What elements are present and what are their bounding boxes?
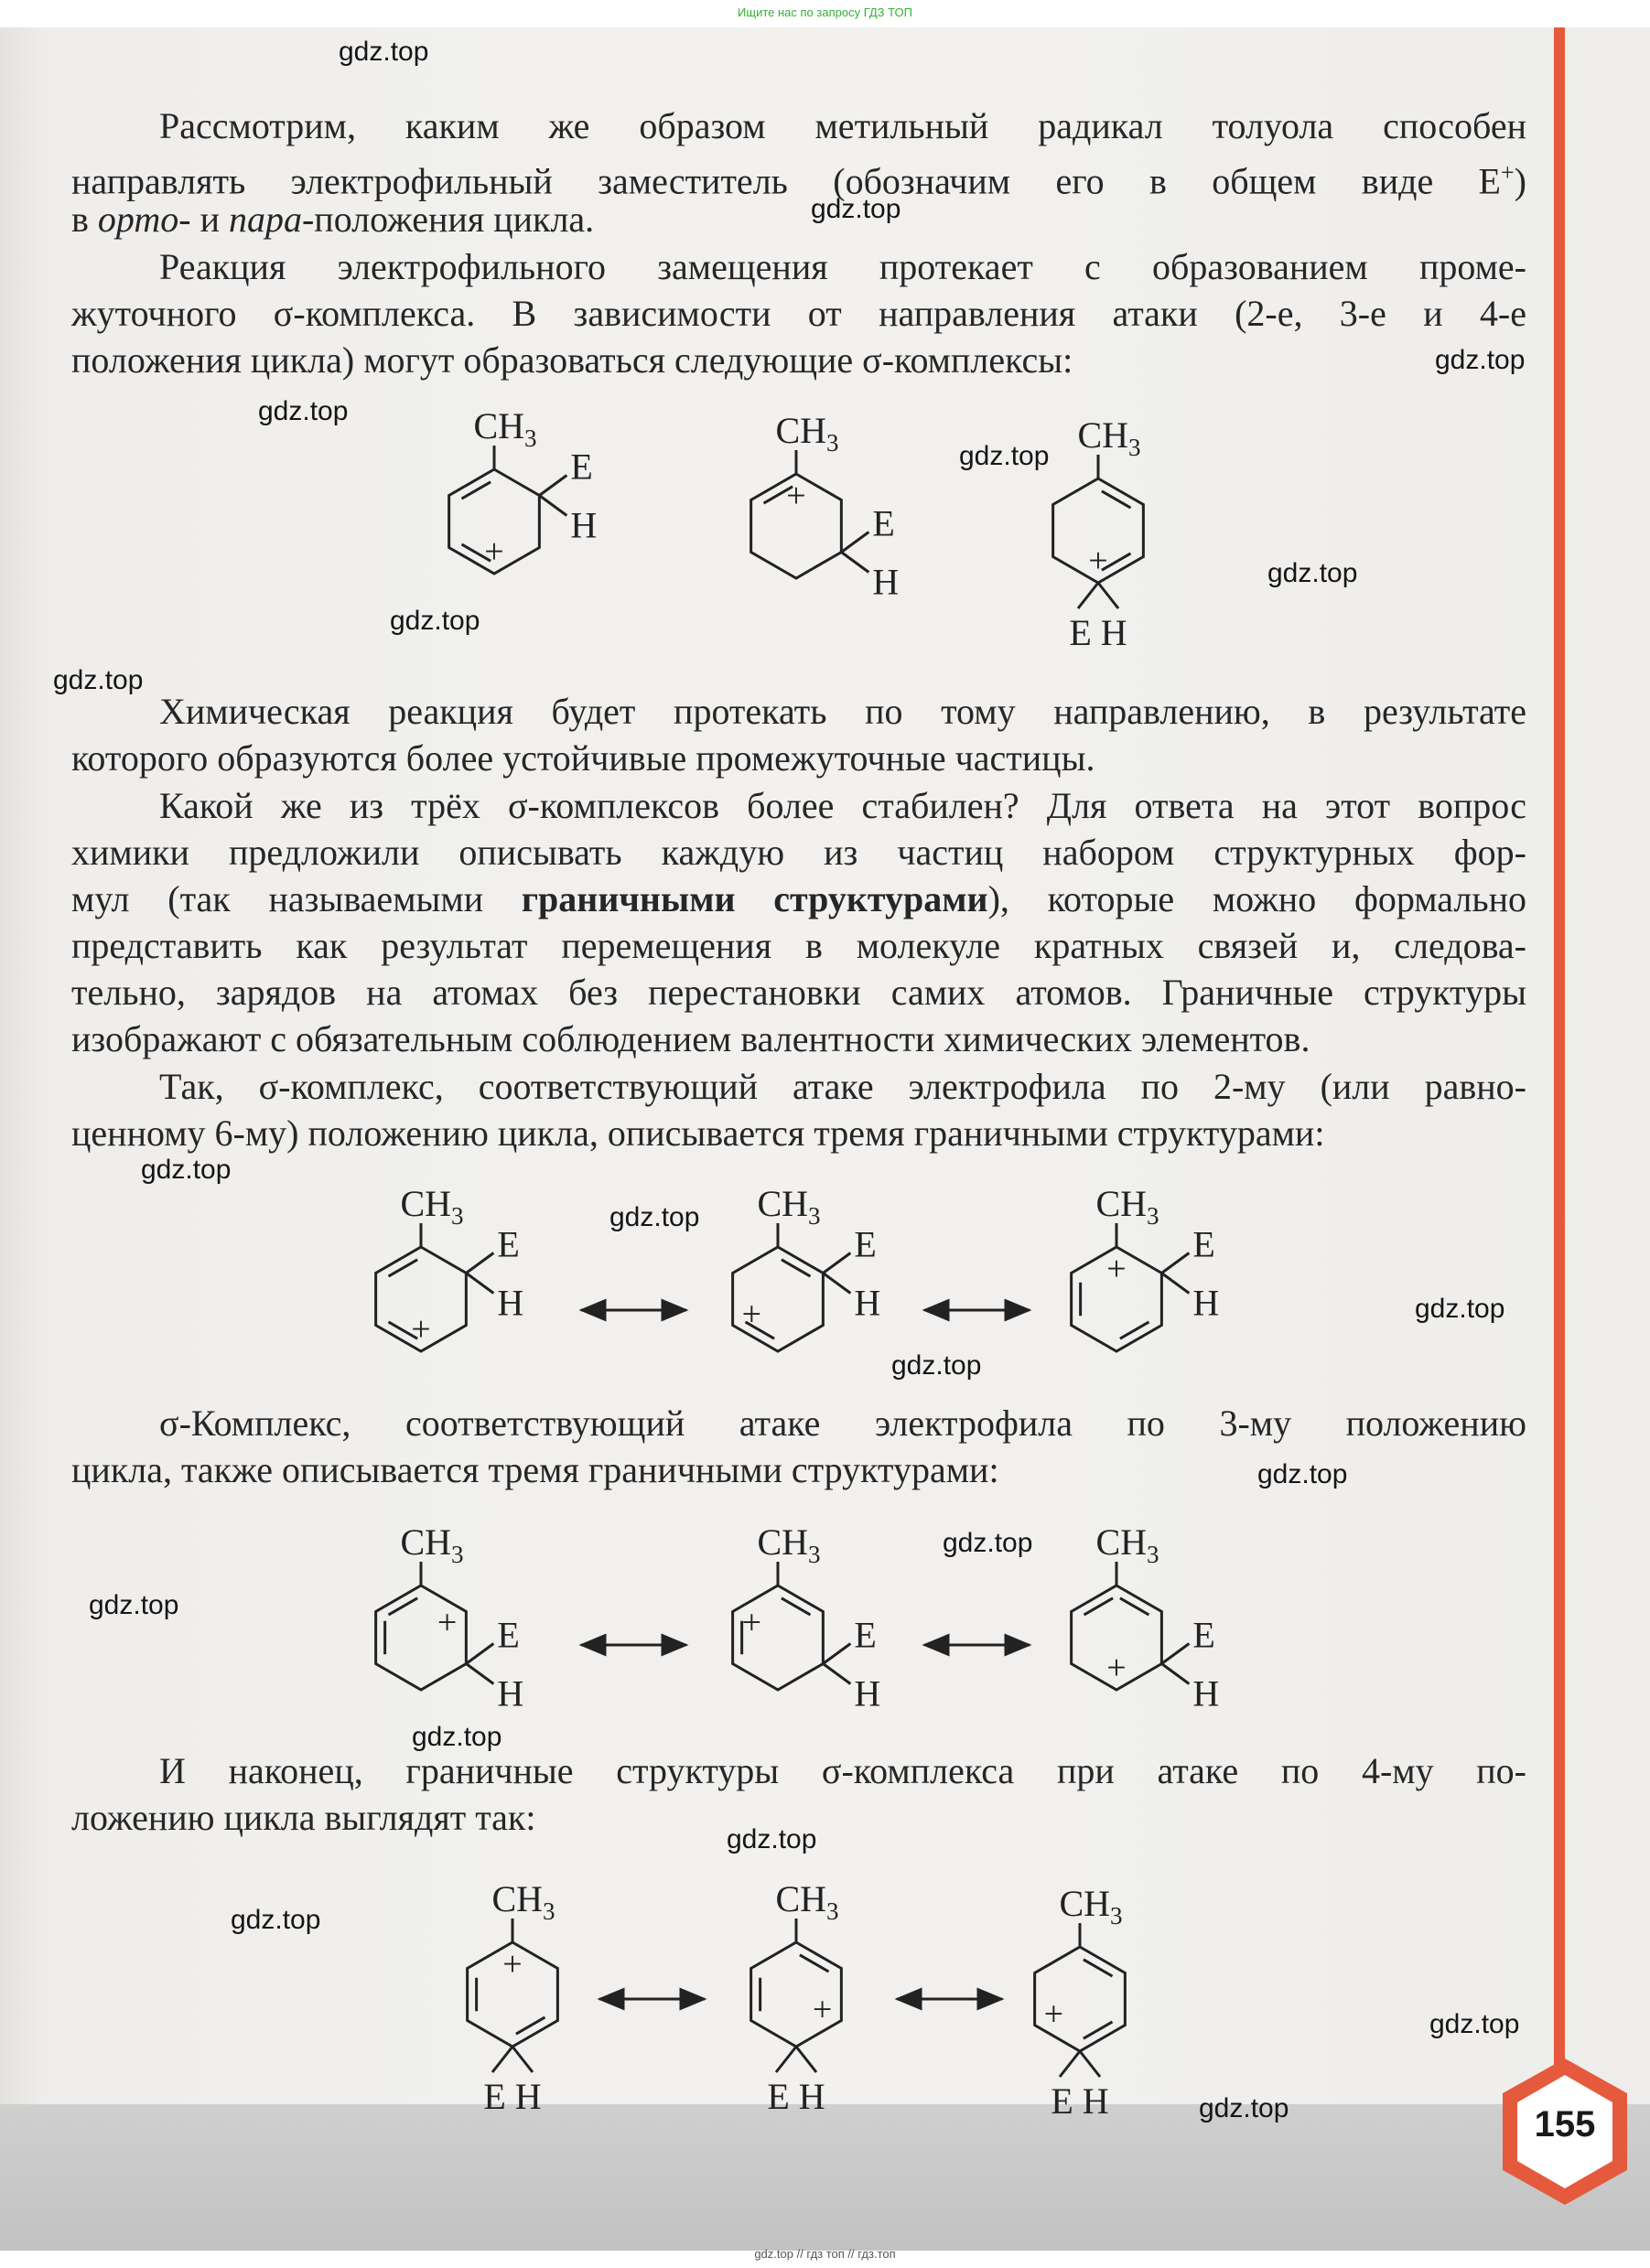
positive-charge: + [1043, 1994, 1064, 2034]
paragraph-line: Какой же из трёх σ-комплексов более стабилен? Для ответа на этот вопрос [159, 785, 1526, 826]
positive-charge: + [741, 1603, 762, 1642]
page-number: 155 [1534, 2104, 1596, 2144]
e-label: E [1192, 1223, 1215, 1265]
sigma-complex-structure [1072, 1223, 1190, 1351]
watermark: gdz.top [390, 606, 480, 636]
h-label: H [1192, 1672, 1220, 1714]
ch3-label: $CH_3$ [1077, 414, 1141, 461]
h-bond [1161, 1664, 1189, 1684]
h-bond [823, 1664, 850, 1684]
paragraph-line: направлять электрофильный заместитель (обозначим его в общем виде E+) [71, 159, 1526, 202]
e-bond [823, 1644, 850, 1664]
ch3-label: $CH_3$ [400, 1521, 464, 1568]
e-label: E [497, 1614, 520, 1656]
ch3-label: $CH_3$ [775, 1878, 839, 1925]
h-label: H [497, 1672, 524, 1714]
paragraph-line: жуточного σ-комплекса. В зависимости от направления атаки (2-е, 3-е и 4-е [71, 293, 1526, 334]
h-bond [1080, 2051, 1100, 2077]
ch3-label: $CH_3$ [1095, 1521, 1159, 1568]
watermark: gdz.top [727, 1824, 817, 1854]
sigma-complex-structure [468, 1919, 558, 2072]
paragraph-line: мул (так называемыми граничными структурами), которые можно формально [71, 878, 1527, 919]
ch3-label: $CH_3$ [757, 1183, 821, 1230]
h-label: H [854, 1282, 881, 1324]
paragraph-line: Так, σ-комплекс, соответствующий атаке электрофила по 2-му (или равно- [159, 1066, 1526, 1107]
paragraph-line: Реакция электрофильного замещения протекает с образованием проме- [159, 246, 1526, 287]
h-bond [823, 1274, 850, 1294]
paragraph-line: которого образуются более устойчивые промежуточные частицы. [71, 737, 1095, 779]
paragraph-line: ценному 6-му) положению цикла, описывается тремя граничными структурами: [71, 1113, 1325, 1154]
watermark: gdz.top [339, 37, 429, 67]
sigma-complex-structure [751, 450, 869, 578]
e-bond [823, 1253, 850, 1274]
watermark: gdz.top [891, 1350, 982, 1381]
eh-label: E H [483, 2076, 542, 2117]
watermark: gdz.top [141, 1155, 232, 1185]
sigma-complex-structure [376, 1562, 494, 1690]
e-bond [466, 1644, 493, 1664]
e-label: E [497, 1223, 520, 1265]
sigma-complex-structure [376, 1223, 494, 1351]
e-label: E [872, 502, 895, 544]
watermark: gdz.top [959, 441, 1050, 471]
watermark: gdz.top [1415, 1294, 1505, 1324]
ch3-label: $CH_3$ [775, 410, 839, 457]
watermark: gdz.top [609, 1202, 700, 1232]
h-bond [512, 2047, 533, 2072]
watermark: gdz.top [1435, 345, 1526, 375]
e-bond [841, 532, 868, 553]
paragraph-line: в орто- и пара-положения цикла. [71, 199, 595, 240]
positive-charge: + [1088, 542, 1108, 581]
e-bond [1161, 1253, 1189, 1274]
paragraph-line: Химическая реакция будет протекать по тому направлению, в результате [159, 691, 1526, 732]
ch3-label: $CH_3$ [1059, 1883, 1123, 1929]
watermark: gdz.top [412, 1722, 502, 1752]
eh-label: E H [1051, 2080, 1109, 2122]
watermark: gdz.top [1429, 2009, 1520, 2039]
positive-charge: + [786, 476, 806, 515]
h-bond [466, 1664, 493, 1684]
paragraph-line: цикла, также описывается тремя граничными структурами: [71, 1449, 999, 1490]
watermark: gdz.top [811, 194, 901, 224]
watermark: gdz.top [1267, 558, 1358, 588]
h-bond [1098, 583, 1118, 608]
positive-charge: + [437, 1603, 458, 1642]
watermark: gdz.top [1257, 1459, 1348, 1489]
paragraph-line: химики предложили описывать каждую из частиц набором структурных фор- [71, 832, 1526, 873]
h-label: H [570, 504, 598, 546]
e-label: E [570, 446, 593, 488]
e-bond [1161, 1644, 1189, 1664]
e-bond [1060, 2051, 1080, 2077]
watermark: gdz.top [1199, 2093, 1289, 2123]
paragraph-line: представить как результат перемещения в молекуле кратных связей и, следова- [71, 925, 1526, 966]
positive-charge: + [411, 1310, 431, 1349]
h-bond [466, 1274, 493, 1294]
h-bond [1161, 1274, 1189, 1294]
paragraph-line: изображают с обязательным соблюдением валентности химических элементов. [71, 1018, 1310, 1059]
positive-charge: + [812, 1990, 833, 2029]
watermark: gdz.top [258, 396, 349, 426]
ch3-label: $CH_3$ [757, 1521, 821, 1568]
h-label: H [854, 1672, 881, 1714]
paragraph-line: σ-Комплекс, соответствующий атаке электрофила по 3-му положению [159, 1403, 1526, 1444]
h-label: H [872, 561, 900, 603]
watermark: gdz.top [943, 1528, 1033, 1558]
e-label: E [1192, 1614, 1215, 1656]
e-label: E [854, 1223, 877, 1265]
ch3-label: $CH_3$ [491, 1878, 555, 1925]
paragraph-line: тельно, зарядов на атомах без перестановки самих атомов. Граничные структуры [71, 972, 1526, 1013]
watermark: gdz.top [53, 665, 144, 695]
e-bond [466, 1253, 493, 1274]
e-bond [539, 476, 566, 496]
h-label: H [497, 1282, 524, 1324]
eh-label: E H [767, 2076, 825, 2117]
h-bond [796, 2047, 816, 2072]
positive-charge: + [1106, 1649, 1127, 1688]
footer-links[interactable]: gdz.top // гдз топ // гдз.топ [754, 2247, 896, 2261]
header-search-hint[interactable]: Ищите нас по запросу ГДЗ ТОП [738, 5, 912, 19]
watermark: gdz.top [231, 1905, 321, 1935]
ch3-label: $CH_3$ [400, 1183, 464, 1230]
paragraph-line: ложению цикла выглядят так: [71, 1797, 536, 1838]
h-label: H [1192, 1282, 1220, 1324]
h-bond [539, 496, 566, 516]
positive-charge: + [484, 532, 504, 572]
sigma-complex-structure [1053, 455, 1144, 608]
e-bond [492, 2047, 512, 2072]
paragraph-line: положения цикла) могут образоваться следующие σ-комплексы: [71, 339, 1073, 381]
e-bond [1078, 583, 1098, 608]
ch3-label: $CH_3$ [1095, 1183, 1159, 1230]
positive-charge: + [1106, 1249, 1127, 1288]
paragraph-line: Рассмотрим, каким же образом метильный радикал толуола способен [159, 105, 1526, 146]
e-label: E [854, 1614, 877, 1656]
positive-charge: + [502, 1944, 523, 1983]
watermark: gdz.top [89, 1590, 179, 1620]
sigma-complex-structure [449, 446, 567, 574]
paragraph-line: И наконец, граничные структуры σ-комплекса при атаке по 4-му по- [159, 1750, 1526, 1791]
eh-label: E H [1069, 612, 1127, 653]
ch3-label: $CH_3$ [473, 405, 537, 452]
sigma-complex-structure [1072, 1562, 1190, 1690]
h-bond [841, 553, 868, 573]
positive-charge: + [741, 1295, 762, 1334]
e-bond [776, 2047, 796, 2072]
